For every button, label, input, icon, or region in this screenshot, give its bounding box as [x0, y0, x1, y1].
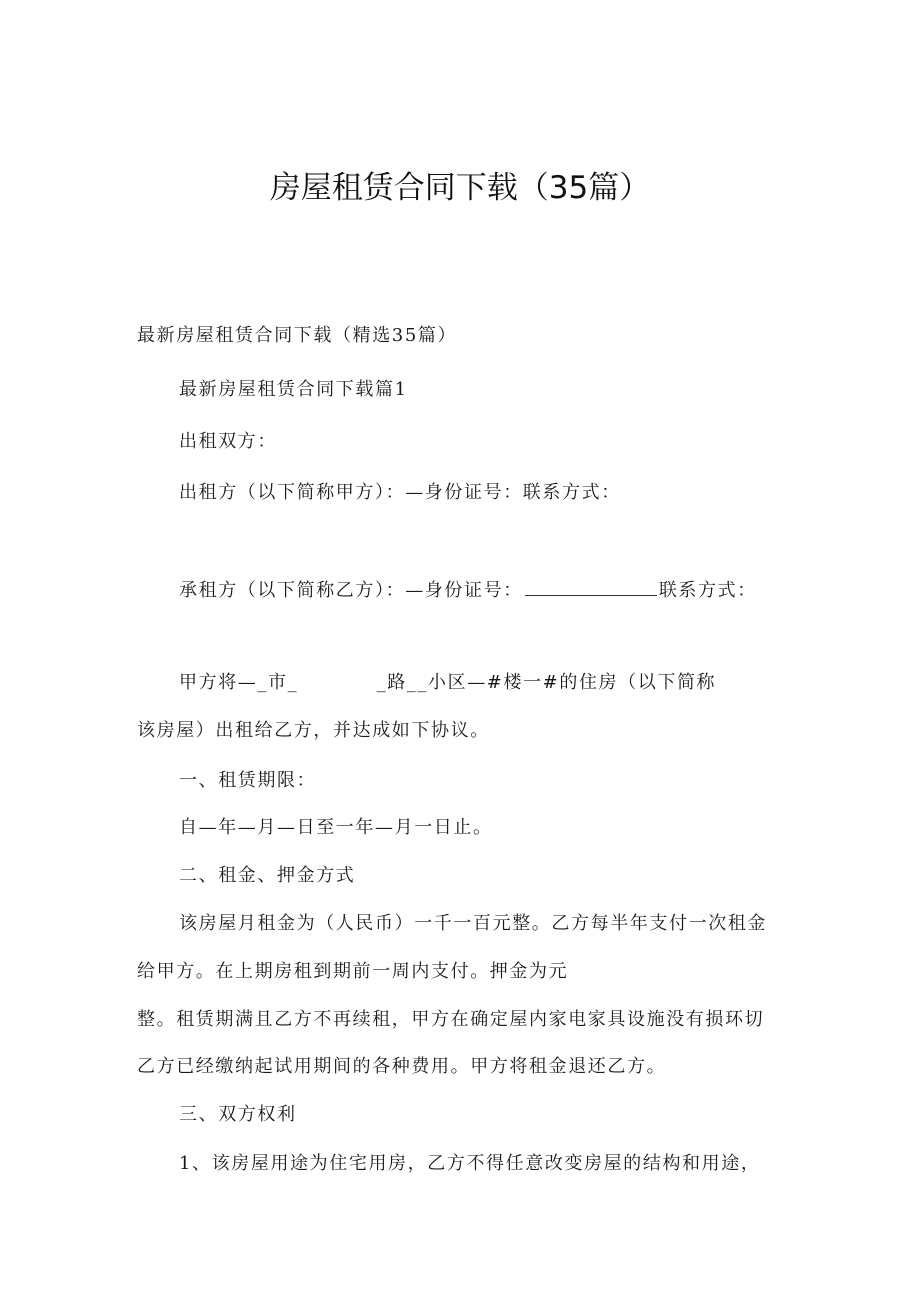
section-heading: 最新房屋租赁合同下载篇1: [179, 379, 408, 400]
property-line-2: 该房屋）出租给乙方，并达成如下协议。: [137, 720, 490, 741]
rent-line-1: 该房屋月租金为（人民币）一千一百元整。乙方每半年支付一次租金: [179, 913, 767, 934]
parties-label: 出租双方：: [179, 431, 277, 452]
property-line-1: 甲方将—_市_ _路__小区—#楼一#的住房（以下简称: [179, 672, 717, 693]
lessee-contact-label: 联系方式：: [658, 580, 757, 601]
fill-in-blank: [525, 581, 657, 596]
rent-line-3: 整。租赁期满且乙方不再续租，甲方在确定屋内家电家具设施没有损环切: [137, 1009, 765, 1030]
rights-line-1: 1、该房屋用途为住宅用房，乙方不得任意改变房屋的结构和用途，: [179, 1153, 761, 1174]
lessee-line: [179, 576, 757, 602]
document-title: 房屋租赁合同下载（35篇）: [269, 170, 651, 206]
lessee-line-text: 承租方（以下简称乙方）：—身份证号：: [179, 580, 523, 601]
rent-line-4: 乙方已经缴纳起试用期间的各种费用。甲方将租金退还乙方。: [137, 1056, 667, 1077]
rent-line-2: 给甲方。在上期房租到期前一周内支付。押金为元: [137, 961, 569, 982]
term-heading: 一、租赁期限：: [179, 770, 317, 791]
rent-heading: 二、租金、押金方式: [179, 865, 356, 886]
lessor-line: 出租方（以下简称甲方）：—身份证号：联系方式：: [179, 482, 621, 503]
term-line: 自—年—月—日至一年—月一日止。: [179, 817, 493, 838]
document-subtitle: 最新房屋租赁合同下载（精选35篇）: [137, 325, 458, 346]
rights-heading: 三、双方权利: [179, 1104, 297, 1125]
